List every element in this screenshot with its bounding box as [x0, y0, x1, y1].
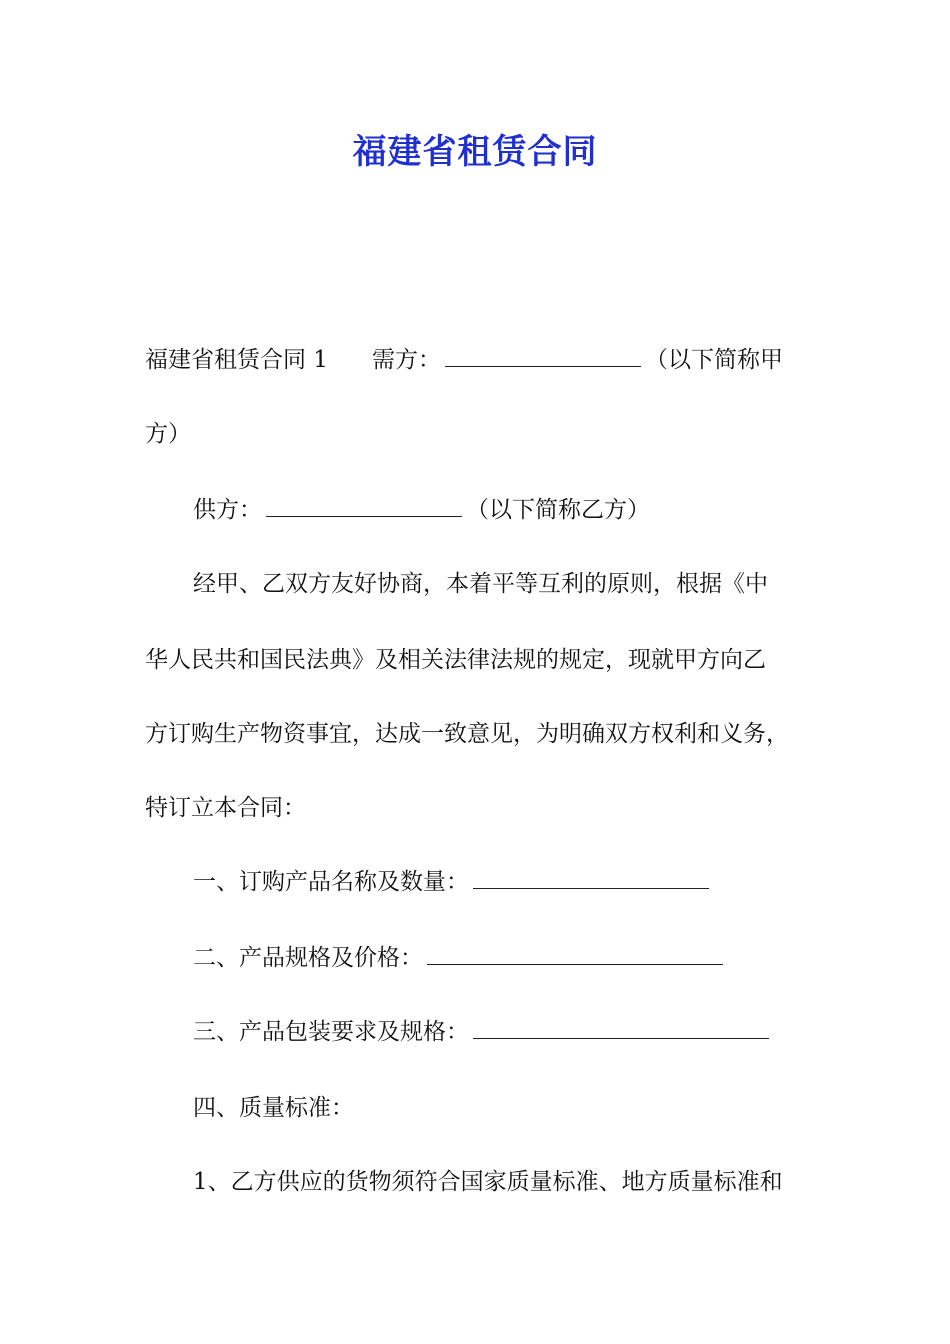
contract-line-buyer: [145, 340, 783, 380]
packaging-blank-field[interactable]: [473, 1012, 769, 1039]
paragraph-line: 方订购生产物资事宜，达成一致意见，为明确双方权利和义务，: [145, 721, 789, 747]
product-name-blank-field[interactable]: [473, 862, 709, 889]
paragraph-line: 经甲、乙双方友好协商，本着平等互利的原则，根据《中: [193, 571, 768, 597]
clause-label: 三、产品包装要求及规格：: [193, 1019, 469, 1045]
paragraph-line: 1、乙方供应的货物须符合国家质量标准、地方质量标准和: [193, 1169, 783, 1195]
clause-label: 一、订购产品名称及数量：: [193, 869, 469, 895]
product-spec-blank-field[interactable]: [427, 938, 723, 965]
buyer-alias-text: （以下简称甲: [644, 347, 783, 373]
clause-product-spec: [193, 938, 727, 978]
clause-product-name: [193, 862, 713, 902]
supplier-label: 供方：: [193, 497, 262, 523]
contract-number-label: 福建省租赁合同 1: [145, 347, 328, 373]
contract-line-supplier: [193, 490, 650, 530]
supplier-blank-field[interactable]: [266, 490, 462, 517]
document-title: 福建省租赁合同: [352, 132, 598, 172]
buyer-blank-field[interactable]: [445, 340, 641, 367]
clause-packaging: [193, 1012, 773, 1052]
paragraph-line: 华人民共和国民法典》及相关法律法规的规定，现就甲方向乙: [145, 647, 766, 673]
supplier-alias-text: （以下简称乙方）: [466, 497, 650, 523]
contract-line-buyer-cont: 方）: [145, 421, 191, 447]
clause-label: 二、产品规格及价格：: [193, 945, 423, 971]
paragraph-line: 特订立本合同：: [145, 795, 306, 821]
buyer-label: 需方：: [371, 347, 441, 373]
clause-quality: 四、质量标准：: [193, 1095, 354, 1121]
